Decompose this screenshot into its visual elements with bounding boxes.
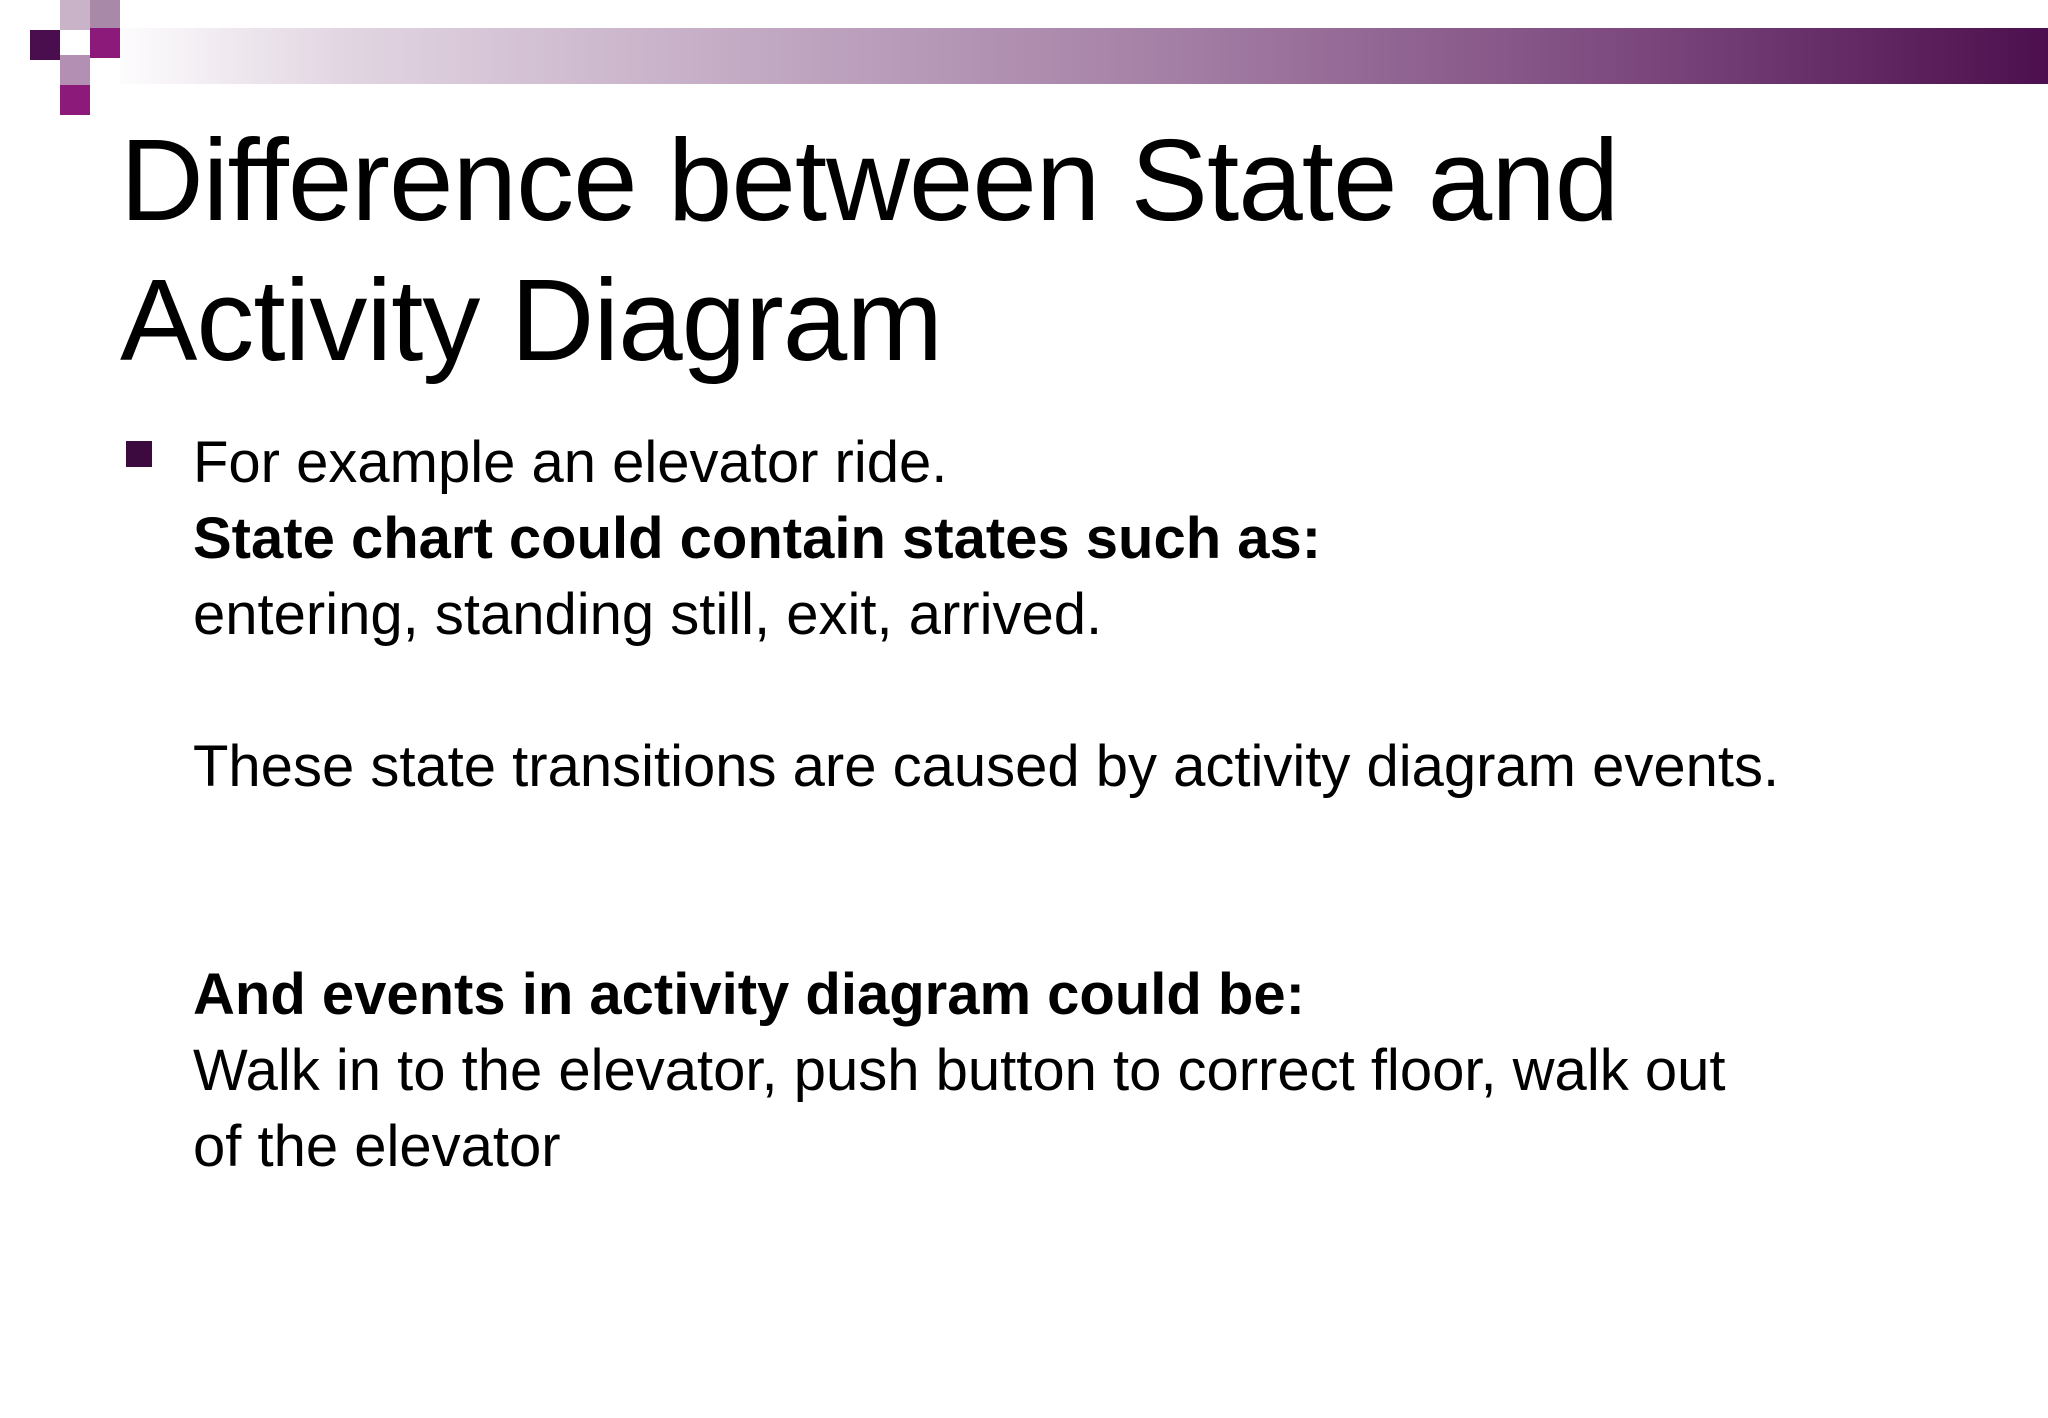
- bullet-line-1: For example an elevator ride.: [193, 430, 948, 495]
- deco-square-7: [60, 85, 90, 115]
- bullet-line-2: State chart could contain states such as:: [193, 506, 1322, 571]
- deco-square-3: [90, 0, 120, 30]
- bullet-content: [193, 425, 1993, 1185]
- deco-square-6: [90, 58, 120, 88]
- bullet-line-3: entering, standing still, exit, arrived.: [193, 582, 1103, 647]
- bullet-line-5: And events in activity diagram could be:: [193, 962, 1305, 1027]
- slide-title: [120, 110, 1940, 390]
- deco-square-4: [60, 55, 90, 85]
- blank-line-1: [193, 653, 1993, 729]
- blank-line-3: [193, 881, 1993, 957]
- deco-square-5: [90, 28, 120, 58]
- square-bullet-icon: [126, 441, 152, 467]
- bullet-line-4: These state transitions are caused by activity diagram events.: [193, 734, 1780, 799]
- deco-square-2: [60, 0, 90, 30]
- deco-square-1: [30, 30, 60, 60]
- header-gradient-bar: [105, 28, 2048, 84]
- blank-line-2: [193, 805, 1993, 881]
- title-line-2: Activity Diagram: [120, 255, 942, 385]
- bullet-line-7: of the elevator: [193, 1114, 561, 1179]
- bullet-line-6: Walk in to the elevator, push button to correct floor, walk out: [193, 1038, 1726, 1103]
- title-line-1: Difference between State and: [120, 115, 1619, 245]
